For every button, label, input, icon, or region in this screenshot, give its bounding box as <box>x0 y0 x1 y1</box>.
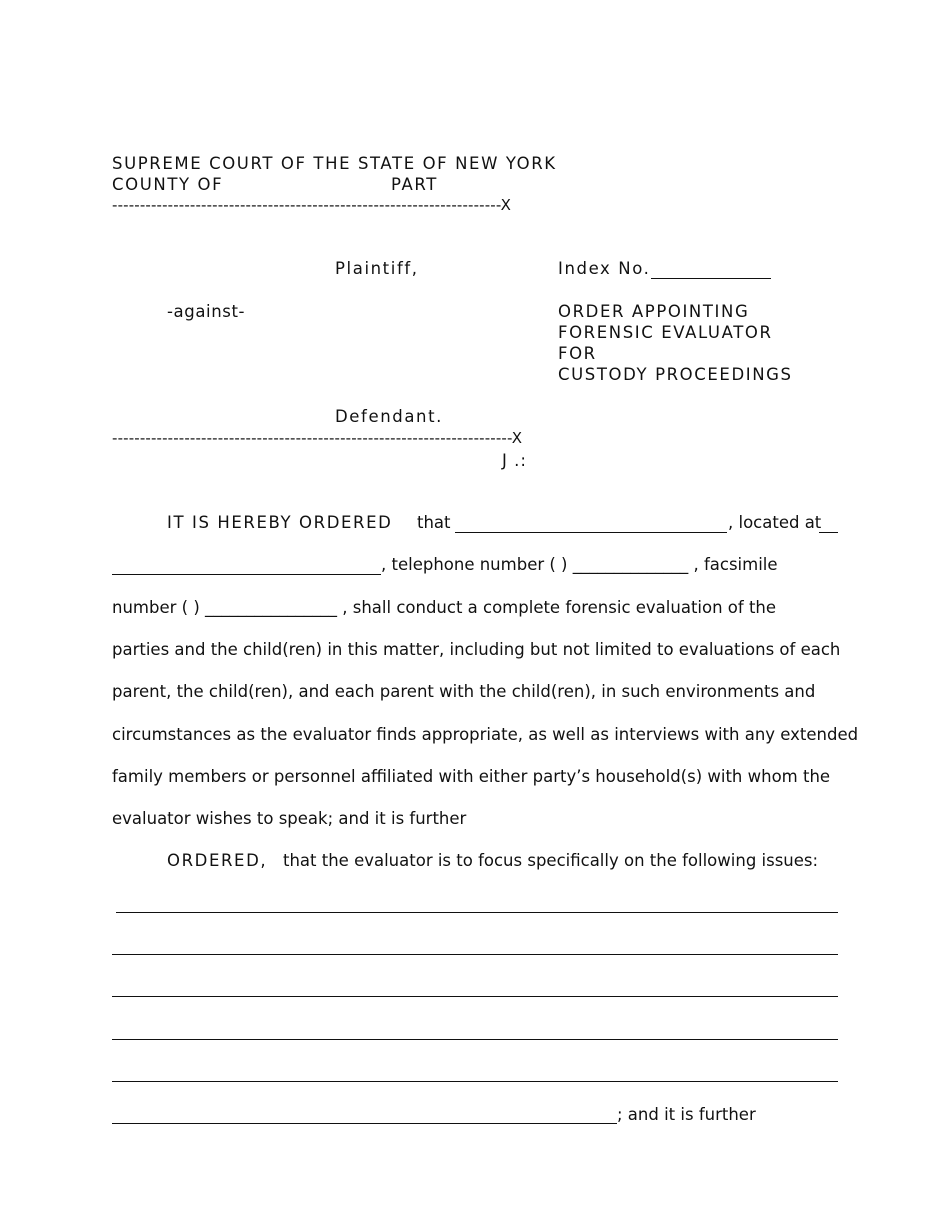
justice-label: J .: <box>502 451 527 470</box>
ordered-heading: IT IS HEREBY ORDERED <box>167 513 393 532</box>
part-label: PART <box>391 175 438 194</box>
order-title-line-4: CUSTODY PROCEEDINGS <box>558 365 793 384</box>
issues-line[interactable] <box>116 912 838 913</box>
issues-line[interactable] <box>112 954 838 955</box>
county-label: COUNTY OF <box>112 175 224 194</box>
located-at-text: , located at <box>728 513 822 532</box>
body-line-4: parent, the child(ren), and each parent with the child(ren), in such environments and <box>112 682 816 701</box>
fax-number-text: number ( ) ________________ , shall conduct a complete forensic evaluation of the <box>112 598 777 617</box>
court-name: SUPREME COURT OF THE STATE OF NEW YORK <box>112 154 557 173</box>
further-text: ; and it is further <box>617 1105 756 1124</box>
issues-line[interactable] <box>112 1081 838 1082</box>
ordered-heading-2: ORDERED, <box>167 851 268 870</box>
order-title-line-2: FORENSIC EVALUATOR <box>558 323 773 342</box>
body-line-3: parties and the child(ren) in this matter, including but not limited to evaluations of each <box>112 640 841 659</box>
that-text: that <box>417 513 451 532</box>
issues-line[interactable] <box>112 1123 617 1124</box>
address-field-start[interactable] <box>819 532 838 533</box>
plaintiff-label: Plaintiff, <box>335 259 419 278</box>
order-title-line-1: ORDER APPOINTING <box>558 302 750 321</box>
issues-line[interactable] <box>112 1039 838 1040</box>
separator-bottom: ------------------------------------------------------------------------X <box>112 429 523 447</box>
address-field[interactable] <box>112 574 381 575</box>
index-number-field[interactable] <box>651 278 771 279</box>
ordered-2-text: that the evaluator is to focus specifically on the following issues: <box>283 851 819 870</box>
index-number-label: Index No. <box>558 259 651 278</box>
telephone-text: , telephone number ( ) ______________ , facsimile <box>381 555 778 574</box>
body-line-5: circumstances as the evaluator finds appropriate, as well as interviews with any extended <box>112 725 859 744</box>
separator-top: ----------------------------------------------------------------------X <box>112 196 512 214</box>
order-title-line-3: FOR <box>558 344 597 363</box>
evaluator-name-field[interactable] <box>455 532 727 533</box>
issues-line[interactable] <box>112 996 838 997</box>
against-label: -against- <box>167 302 246 321</box>
defendant-label: Defendant. <box>335 407 444 426</box>
body-line-7: evaluator wishes to speak; and it is further <box>112 809 467 828</box>
body-line-6: family members or personnel affiliated with either party’s household(s) with whom the <box>112 767 831 786</box>
